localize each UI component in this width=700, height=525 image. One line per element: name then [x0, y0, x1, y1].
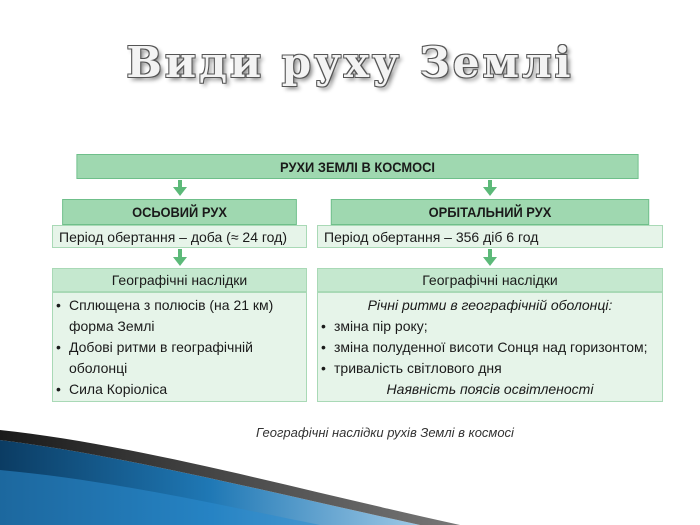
slide-title: Види руху Землі — [126, 38, 574, 87]
orbital-motion-header: ОРБІТАЛЬНИЙ РУХ — [331, 199, 649, 225]
top-header: РУХИ ЗЕМЛІ В КОСМОСІ — [76, 154, 638, 179]
axial-effect-item: • Сила Коріоліса — [53, 379, 306, 400]
orbital-effect-item: • тривалість світлового дня — [318, 358, 662, 379]
axial-effects-header: Географічні наслідки — [52, 268, 307, 292]
axial-effect-item: • Сплющена з полюсів (на 21 км) — [53, 295, 306, 316]
axial-motion-header: ОСЬОВИЙ РУХ — [62, 199, 297, 225]
axial-period: Період обертання – доба (≈ 24 год) — [52, 225, 307, 248]
orbital-period: Період обертання – 356 діб 6 год — [317, 225, 663, 248]
orbital-effect-item: • зміна пір року; — [318, 316, 662, 337]
orbital-effects-header: Географічні наслідки — [317, 268, 663, 292]
axial-effect-item-cont: оболонці — [69, 360, 128, 376]
diagram-caption: Географічні наслідки рухів Землі в космосі — [256, 425, 514, 440]
axial-effect-item-cont: форма Землі — [69, 318, 155, 334]
orbital-effect-item: • зміна полуденної висоти Сонця над горизонтом; — [318, 337, 662, 358]
axial-effect-item: • Добові ритми в географічній — [53, 337, 306, 358]
orbital-effects-intro: Річні ритми в географічній оболонці: — [367, 297, 613, 313]
orbital-effects-footer: Наявність поясів освітленості — [386, 381, 594, 397]
